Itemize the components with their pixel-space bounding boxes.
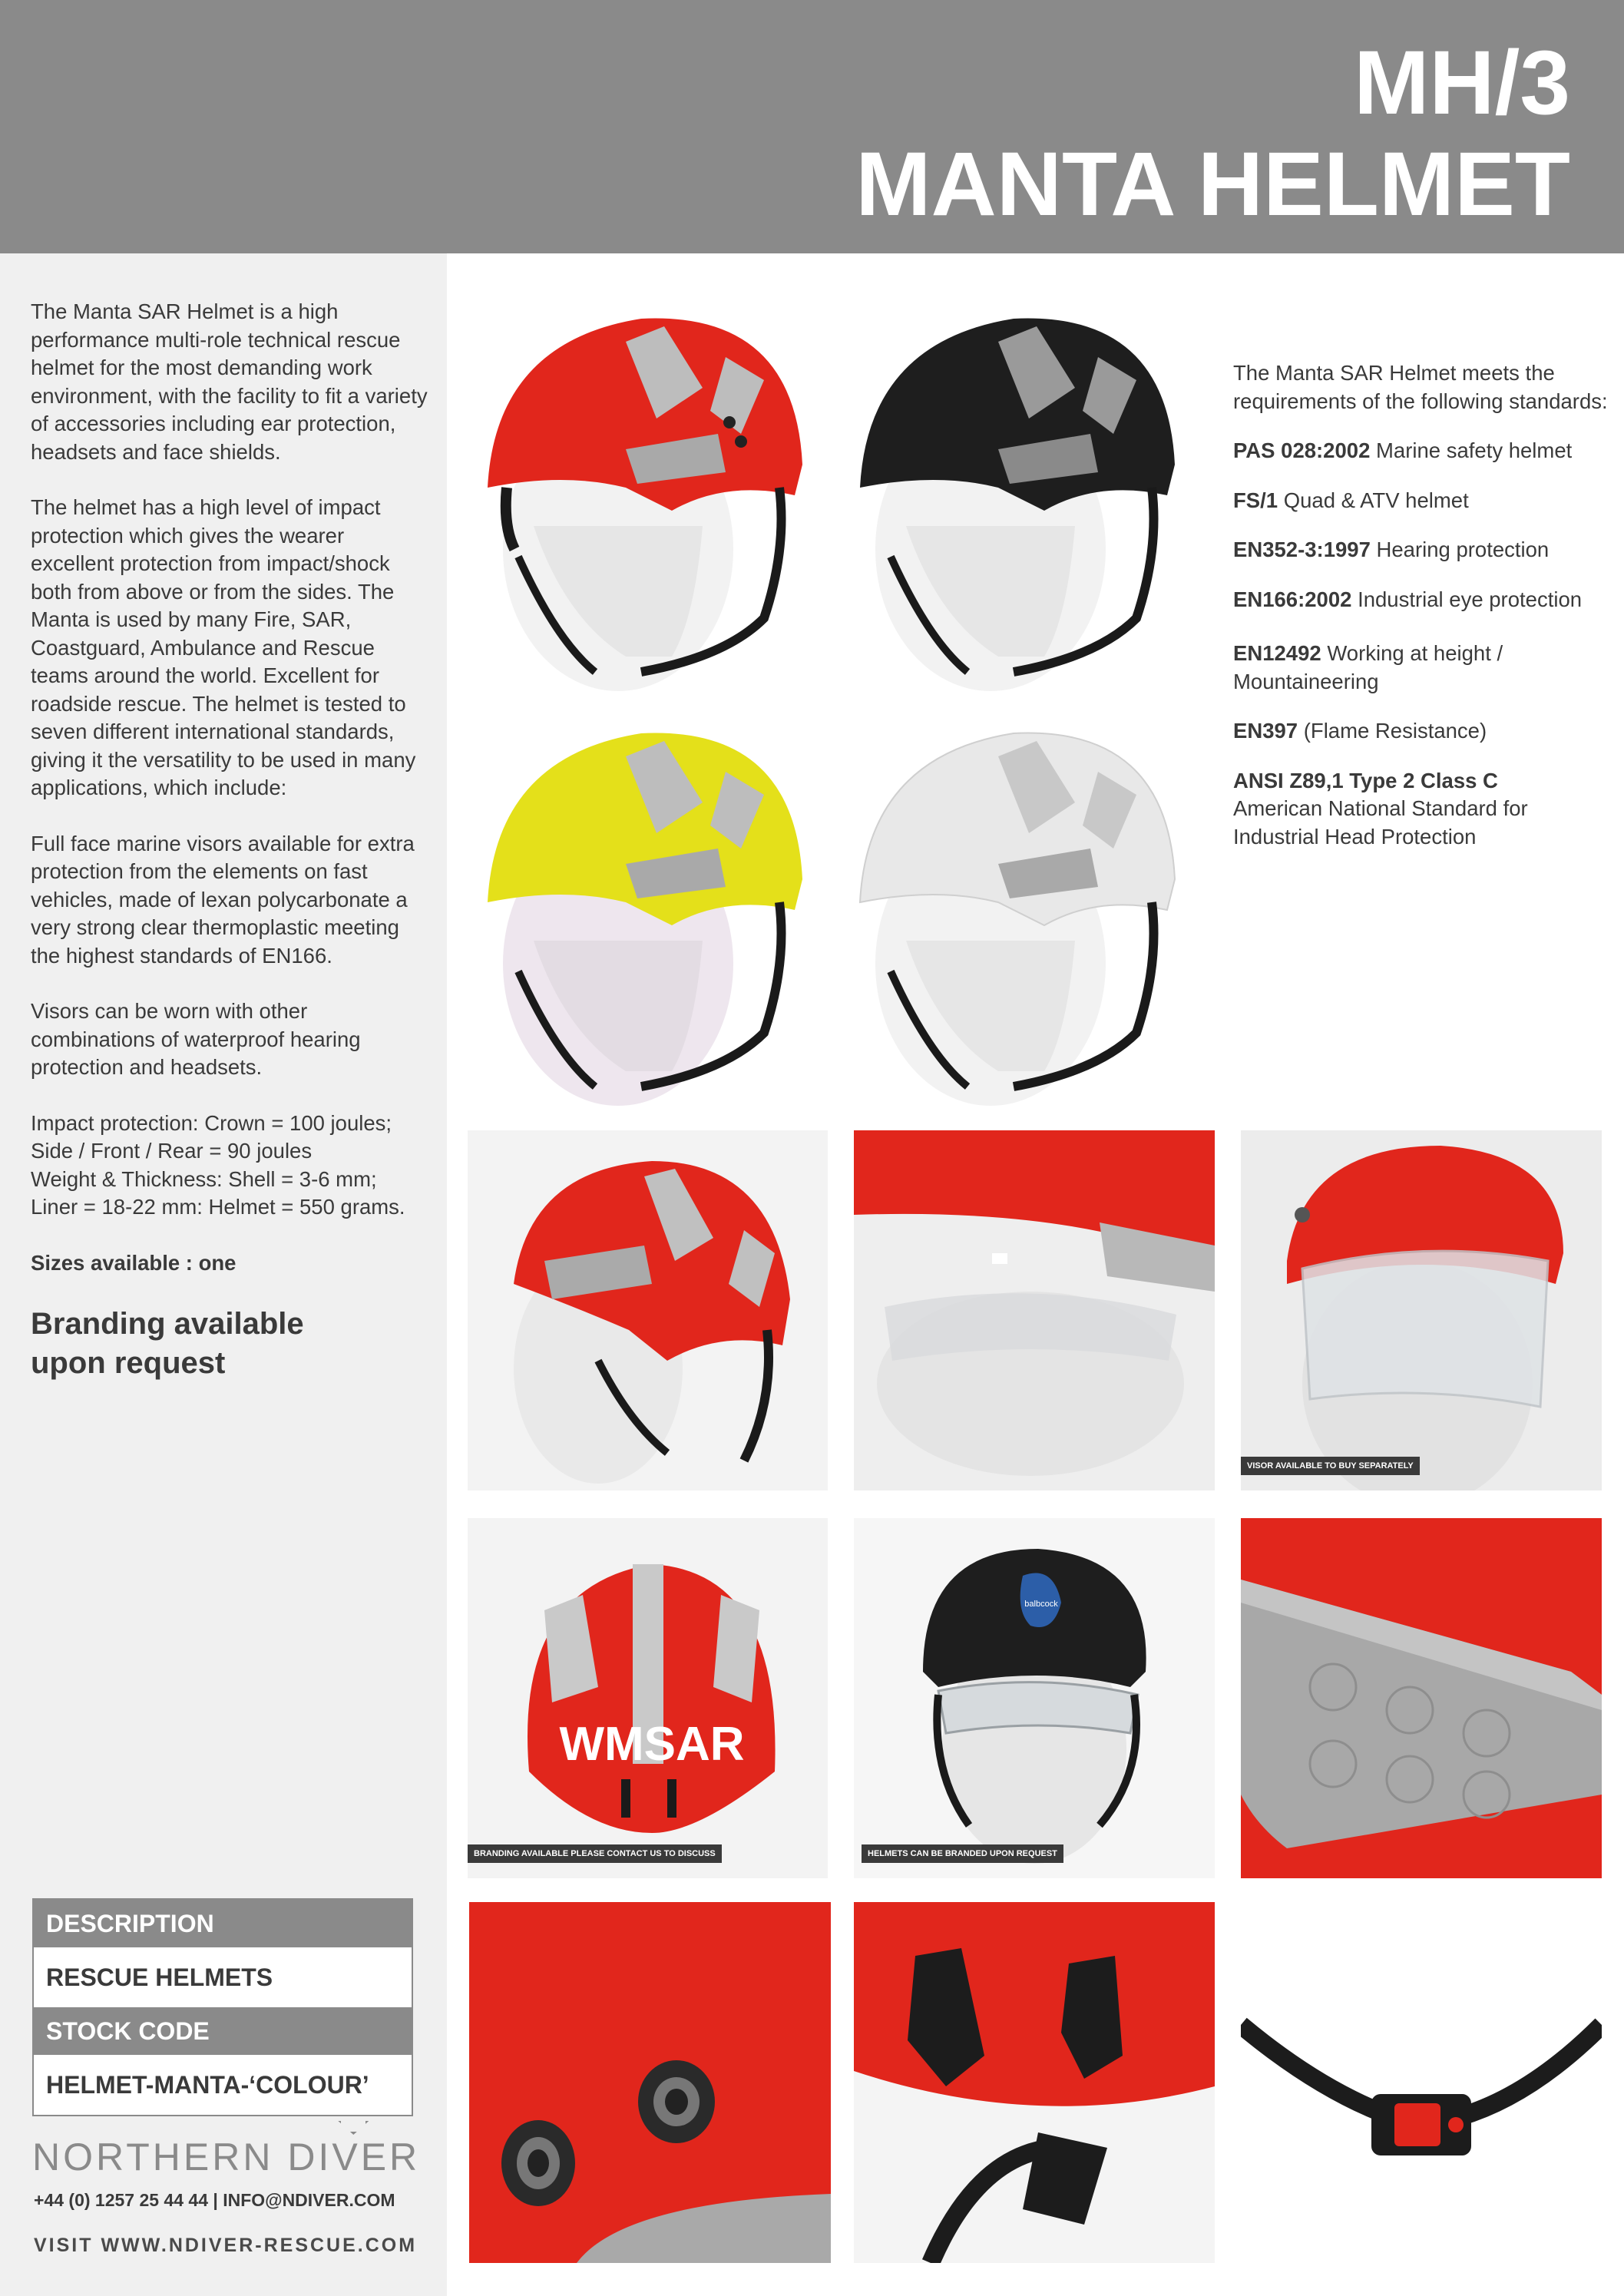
product-name: MANTA HELMET bbox=[855, 134, 1570, 236]
standard-item bbox=[1233, 487, 1609, 515]
yellow-helmet-photo bbox=[472, 710, 833, 1110]
standard-desc: Quad & ATV helmet bbox=[1283, 488, 1469, 512]
chin-buckle-photo bbox=[1241, 1902, 1602, 2263]
logo-v: V bbox=[332, 2136, 361, 2179]
standard-desc: Industrial eye protection bbox=[1358, 587, 1583, 611]
description-header: DESCRIPTION bbox=[34, 1900, 412, 1947]
branding-line: Branding available bbox=[31, 1307, 304, 1341]
wmsar-branded-helmet-photo bbox=[468, 1518, 828, 1878]
impact-paragraph: The helmet has a high level of impact protection which gives the wearer excellent protection from impact/shock both from above or from the sides. The Manta is used by many Fire, SAR, Coastguard, Ambulance and Rescue teams around the world. Excellent for roadside rescue. The helmet is tested to seven different international standards, giving it the versatility to be used in many applications, which include: bbox=[31, 495, 416, 799]
black-branded-helmet-illustration bbox=[854, 1518, 1215, 1878]
spec-line: Side / Front / Rear = 90 joules bbox=[31, 1139, 313, 1163]
mounting-bolts-photo bbox=[469, 1902, 831, 2263]
visor-glasses-photo bbox=[854, 1130, 1215, 1490]
product-description bbox=[31, 298, 430, 1383]
standard-desc: (Flame Resistance) bbox=[1303, 719, 1487, 743]
mounting-bolts-illustration bbox=[469, 1902, 831, 2263]
branding-note bbox=[31, 1305, 430, 1383]
header-banner bbox=[0, 0, 1624, 253]
white-helmet-photo bbox=[845, 710, 1206, 1110]
website-link[interactable]: VISIT WWW.NDIVER-RESCUE.COM bbox=[34, 2235, 418, 2256]
contact-info: +44 (0) 1257 25 44 44 | INFO@NDIVER.COM bbox=[34, 2190, 395, 2210]
spec-line: Liner = 18-22 mm: Helmet = 550 grams. bbox=[31, 1195, 405, 1219]
wmsar-text: WMSAR bbox=[559, 1718, 745, 1771]
page-title bbox=[855, 32, 1570, 235]
red-helmet-side-illustration bbox=[468, 1130, 828, 1490]
standard-desc: American National Standard for Industrial Head Protection bbox=[1233, 796, 1528, 849]
standard-item bbox=[1233, 437, 1609, 465]
black-branded-helmet-photo bbox=[854, 1518, 1215, 1878]
standard-code: ANSI Z89,1 Type 2 Class C bbox=[1233, 768, 1498, 792]
wmsar-helmet-illustration bbox=[468, 1518, 828, 1878]
standard-desc: Hearing protection bbox=[1376, 538, 1550, 561]
product-code: MH/3 bbox=[1354, 32, 1570, 134]
logo-text-end: ER bbox=[360, 2136, 421, 2179]
spec-line: Impact protection: Crown = 100 joules; bbox=[31, 1110, 392, 1135]
stock-code-value: HELMET-MANTA-‘COLOUR’ bbox=[34, 2055, 412, 2115]
visor-paragraph: Full face marine visors available for extra protection from the elements on fast vehicles, made of lexan polycarbonate a very strong clear thermoplastic meeting the highest standards of EN166. bbox=[31, 831, 415, 968]
visor-combo-paragraph: Visors can be worn with other combinations of waterproof hearing protection and headsets. bbox=[31, 999, 361, 1079]
visor-face-shield-illustration bbox=[1241, 1130, 1602, 1490]
helmet-badge-text: balbcock bbox=[1024, 1600, 1058, 1609]
standard-item bbox=[1233, 767, 1609, 852]
reflective-panel-photo bbox=[1241, 1518, 1602, 1878]
red-helmet-illustration bbox=[472, 296, 833, 695]
northern-diver-logo bbox=[32, 2135, 420, 2179]
spec-line: Weight & Thickness: Shell = 3-6 mm; bbox=[31, 1166, 377, 1191]
visor-caption: VISOR AVAILABLE TO BUY SEPARATELY bbox=[1241, 1457, 1420, 1475]
black-helmet-photo bbox=[845, 296, 1206, 695]
description-value: RESCUE HELMETS bbox=[34, 1947, 412, 2007]
visor-glasses-illustration bbox=[854, 1130, 1215, 1490]
standards-intro: The Manta SAR Helmet meets the requirements of the following standards: bbox=[1233, 361, 1608, 413]
standards-list bbox=[1233, 359, 1609, 872]
sizes-available: Sizes available : one bbox=[31, 1250, 236, 1275]
chin-strap-clips-illustration bbox=[854, 1902, 1215, 2263]
white-helmet-illustration bbox=[845, 710, 1206, 1110]
yellow-helmet-illustration bbox=[472, 710, 833, 1110]
standard-code: EN12492 bbox=[1233, 641, 1321, 665]
standard-item bbox=[1233, 717, 1609, 746]
standard-item bbox=[1233, 536, 1609, 564]
branding-caption: BRANDING AVAILABLE PLEASE CONTACT US TO DISCUSS bbox=[468, 1844, 722, 1863]
standard-item bbox=[1233, 640, 1609, 696]
standard-code: EN166:2002 bbox=[1233, 587, 1352, 611]
chin-strap-clips-photo bbox=[854, 1902, 1215, 2263]
reflective-panel-illustration bbox=[1241, 1518, 1602, 1878]
standard-code: EN397 bbox=[1233, 719, 1298, 743]
branding-line: upon request bbox=[31, 1346, 226, 1380]
standard-desc: Marine safety helmet bbox=[1376, 438, 1573, 462]
intro-paragraph: The Manta SAR Helmet is a high performance multi-role technical rescue helmet for the most demanding work environment, with the facility to fit a variety of accessories including ear protection, headsets and face shields. bbox=[31, 299, 428, 464]
black-helmet-illustration bbox=[845, 296, 1206, 695]
red-helmet-photo bbox=[472, 296, 833, 695]
helmets-branded-caption: HELMETS CAN BE BRANDED UPON REQUEST bbox=[862, 1844, 1063, 1863]
visor-face-shield-photo bbox=[1241, 1130, 1602, 1490]
standard-code: PAS 028:2002 bbox=[1233, 438, 1371, 462]
standard-desc: Working at height / Mountaineering bbox=[1233, 641, 1503, 693]
standard-item bbox=[1233, 586, 1609, 614]
chin-buckle-illustration bbox=[1241, 1902, 1602, 2263]
logo-text: NORTHERN DI bbox=[32, 2136, 332, 2179]
red-helmet-side-photo bbox=[468, 1130, 828, 1490]
standard-code: EN352-3:1997 bbox=[1233, 538, 1371, 561]
standard-code: FS/1 bbox=[1233, 488, 1278, 512]
stock-code-header: STOCK CODE bbox=[34, 2007, 412, 2055]
specs-paragraph bbox=[31, 1110, 430, 1222]
product-info-table bbox=[32, 1898, 413, 2116]
